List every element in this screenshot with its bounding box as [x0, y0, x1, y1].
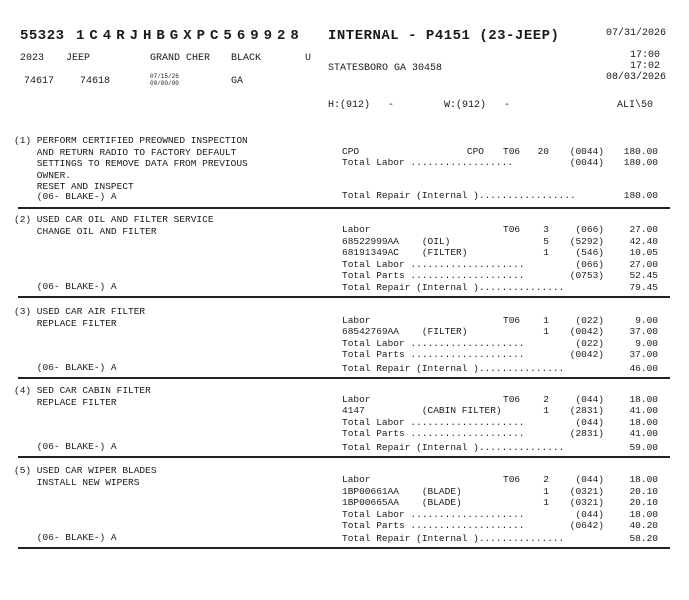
- small-date-1: 07/15/26: [150, 73, 179, 80]
- line-item-label: 1BP00661AA (BLADE): [342, 485, 462, 497]
- mileage-in: 74617: [24, 76, 55, 87]
- cost-cell: (0642): [569, 520, 604, 532]
- repair-description-line: RESET AND INSPECT: [14, 181, 134, 193]
- section-divider: [18, 207, 670, 209]
- repair-description-line: (5) USED CAR WIPER BLADES: [14, 465, 157, 476]
- total-line-label: Total Labor ..................: [342, 157, 514, 168]
- amount-cell: 27.00: [629, 224, 658, 235]
- tech-cell: T06: [503, 315, 521, 326]
- total-line-label: Total Parts ....................: [342, 270, 525, 282]
- cost-cell: (044): [575, 394, 604, 405]
- time-in: 17:00: [630, 50, 661, 61]
- qty-cell: 1: [543, 497, 549, 509]
- total-line-label: Total Labor ....................: [342, 337, 525, 349]
- amount-cell: 18.00: [629, 474, 658, 485]
- qty-cell: 5: [543, 235, 549, 247]
- cost-cell: (0042): [569, 349, 604, 361]
- amount-cell: 18.00: [629, 416, 658, 428]
- repair-description-line: (3) USED CAR AIR FILTER: [14, 306, 146, 317]
- qty-cell: 20: [537, 146, 549, 157]
- line-item-label: 1BP00665AA (BLADE): [342, 497, 462, 509]
- amount-cell: 20.10: [629, 485, 658, 497]
- qty-cell: 1: [543, 326, 549, 338]
- cost-cell: (0042): [569, 326, 604, 338]
- cost-cell: (0321): [569, 485, 604, 497]
- section-divider: [18, 296, 670, 298]
- line-item-label: 68191349AC (FILTER): [342, 247, 468, 259]
- advisor-code: ALI\50: [617, 100, 654, 111]
- close-date: 08/03/2026: [606, 72, 667, 83]
- amount-cell: 9.00: [635, 315, 658, 326]
- total-line-label: Total Repair (Internal )...............: [342, 282, 565, 293]
- vehicle-year: 2023: [20, 53, 45, 64]
- amount-cell: 9.00: [635, 337, 658, 349]
- section-divider: [18, 547, 670, 549]
- cost-cell: (2831): [569, 428, 604, 440]
- amount-cell: 59.00: [629, 442, 658, 453]
- repair-description-line: (1) PERFORM CERTIFIED PREOWNED INSPECTION: [14, 135, 248, 146]
- technician-code: (06- BLAKE-) A: [14, 362, 117, 373]
- qty-cell: 3: [543, 224, 549, 235]
- tech-cell: T06: [503, 224, 521, 235]
- amount-cell: 37.00: [629, 349, 658, 361]
- repair-description-line: OWNER.: [14, 169, 72, 181]
- cost-cell: (044): [575, 416, 604, 428]
- cost-cell: (0044): [569, 146, 604, 157]
- vin-number: 1C4RJHBGXPC569928: [76, 28, 304, 44]
- cost-cell: (066): [575, 258, 604, 270]
- total-line-label: Total Repair (Internal )...............: [342, 533, 565, 544]
- amount-cell: 46.00: [629, 363, 658, 374]
- repair-description-line: INSTALL NEW WIPERS: [14, 476, 140, 488]
- qty-cell: 1: [543, 485, 549, 497]
- line-item-label: 68522999AA (OIL): [342, 235, 451, 247]
- repair-description-line: AND RETURN RADIO TO FACTORY DEFAULT: [14, 146, 237, 158]
- amount-cell: 41.00: [629, 428, 658, 440]
- cost-cell: (044): [575, 508, 604, 520]
- technician-code: (06- BLAKE-) A: [14, 532, 117, 543]
- cost-cell: (066): [575, 224, 604, 235]
- repair-description-line: CHANGE OIL AND FILTER: [14, 225, 157, 237]
- amount-cell: 20.10: [629, 497, 658, 509]
- vehicle-flag: U: [305, 53, 312, 64]
- amount-cell: 58.20: [629, 533, 658, 544]
- repair-description-line: REPLACE FILTER: [14, 317, 117, 329]
- technician-code: (06- BLAKE-) A: [14, 281, 117, 292]
- open-date: 07/31/2026: [606, 28, 667, 39]
- total-line-label: Total Labor ....................: [342, 258, 525, 270]
- document-title: INTERNAL - P4151 (23-JEEP): [328, 28, 560, 44]
- tech-cell: T06: [503, 474, 521, 485]
- dealer-location: STATESBORO GA 30458: [328, 63, 443, 74]
- total-line-label: Total Parts ....................: [342, 349, 525, 361]
- line-item-label: Labor: [342, 474, 371, 485]
- line-item-label: CPO: [342, 146, 360, 157]
- amount-cell: 18.00: [629, 508, 658, 520]
- home-phone: H:(912) -: [328, 100, 395, 111]
- qty-cell: 2: [543, 474, 549, 485]
- amount-cell: 10.05: [629, 247, 658, 259]
- work-phone: W:(912) -: [444, 100, 511, 111]
- state: GA: [231, 76, 244, 87]
- amount-cell: 180.00: [623, 157, 658, 168]
- vehicle-model: GRAND CHER: [150, 53, 211, 64]
- repair-description-line: REPLACE FILTER: [14, 396, 117, 408]
- technician-code: (06- BLAKE-) A: [14, 441, 117, 452]
- total-line-label: Total Parts ....................: [342, 520, 525, 532]
- vehicle-make: JEEP: [66, 53, 91, 64]
- total-line-label: Total Repair (Internal ).................: [342, 190, 576, 201]
- cost-cell: (0044): [569, 157, 604, 168]
- technician-code: (06- BLAKE-) A: [14, 191, 117, 202]
- total-line-label: Total Repair (Internal )...............: [342, 442, 565, 453]
- cost-cell: (5292): [569, 235, 604, 247]
- amount-cell: 41.00: [629, 405, 658, 417]
- line-item-label: Labor: [342, 224, 371, 235]
- qty-cell: 1: [543, 247, 549, 259]
- cost-cell: (546): [575, 247, 604, 259]
- line-item-label: 4147 (CABIN FILTER): [342, 405, 502, 417]
- cost-cell: (022): [575, 315, 604, 326]
- mileage-out: 74618: [80, 76, 111, 87]
- total-line-label: Total Labor ....................: [342, 508, 525, 520]
- stock-number: 55323: [20, 28, 65, 44]
- line-item-label: 68542769AA (FILTER): [342, 326, 468, 338]
- amount-cell: 42.40: [629, 235, 658, 247]
- amount-cell: 40.20: [629, 520, 658, 532]
- total-line-label: Total Labor ....................: [342, 416, 525, 428]
- small-date-2: 00/00/00: [150, 80, 179, 87]
- code-cell: CPO: [466, 146, 484, 157]
- amount-cell: 52.45: [629, 270, 658, 282]
- section-divider: [18, 456, 670, 458]
- tech-cell: T06: [503, 146, 521, 157]
- cost-cell: (044): [575, 474, 604, 485]
- vehicle-color: BLACK: [231, 53, 262, 64]
- cost-cell: (0753): [569, 270, 604, 282]
- cost-cell: (022): [575, 337, 604, 349]
- cost-cell: (2831): [569, 405, 604, 417]
- amount-cell: 180.00: [623, 190, 658, 201]
- amount-cell: 27.00: [629, 258, 658, 270]
- total-line-label: Total Parts ....................: [342, 428, 525, 440]
- amount-cell: 37.00: [629, 326, 658, 338]
- line-item-label: Labor: [342, 394, 371, 405]
- cost-cell: (0321): [569, 497, 604, 509]
- line-item-label: Labor: [342, 315, 371, 326]
- section-divider: [18, 377, 670, 379]
- repair-description-line: (2) USED CAR OIL AND FILTER SERVICE: [14, 214, 214, 225]
- qty-cell: 1: [543, 315, 549, 326]
- amount-cell: 18.00: [629, 394, 658, 405]
- repair-description-line: (4) SED CAR CABIN FILTER: [14, 385, 151, 396]
- total-line-label: Total Repair (Internal )...............: [342, 363, 565, 374]
- amount-cell: 180.00: [623, 146, 658, 157]
- time-out: 17:02: [630, 61, 661, 72]
- qty-cell: 1: [543, 405, 549, 417]
- qty-cell: 2: [543, 394, 549, 405]
- tech-cell: T06: [503, 394, 521, 405]
- amount-cell: 79.45: [629, 282, 658, 293]
- repair-description-line: SETTINGS TO REMOVE DATA FROM PREVIOUS: [14, 158, 248, 170]
